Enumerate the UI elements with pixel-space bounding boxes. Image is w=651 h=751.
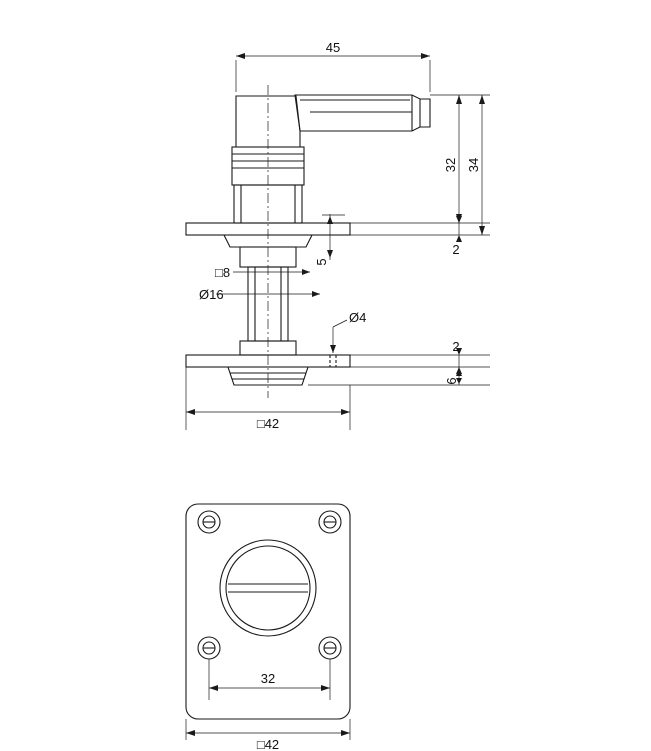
dim-text-2-top: 2 <box>452 242 460 257</box>
arrow-sq8 <box>302 269 310 275</box>
arrow-45-left <box>236 53 245 59</box>
arrow-front-42-left <box>186 730 195 736</box>
dim-text-square-42-side: □42 <box>256 416 280 431</box>
arrow-2-top-b <box>456 235 462 242</box>
front-view <box>186 504 350 740</box>
arrow-front-42-right <box>341 730 350 736</box>
arrow-34-bottom <box>479 226 485 235</box>
dim-text-2-bottom: 2 <box>452 339 460 354</box>
arrow-42-side-right <box>341 409 350 415</box>
dim-text-32-height: 32 <box>443 157 458 173</box>
screw-hole-top-left <box>198 511 220 533</box>
dim-text-square-42-front: □42 <box>256 737 280 751</box>
leader-d4-tick <box>333 320 347 327</box>
dim-text-45: 45 <box>325 40 341 55</box>
screw-hole-top-right <box>319 511 341 533</box>
screw-hole-bottom-right <box>319 637 341 659</box>
arrow-front-32-right <box>321 685 330 691</box>
dim-text-5: 5 <box>314 258 329 266</box>
arrow-front-32-left <box>209 685 218 691</box>
arrow-2-top-a <box>456 216 462 223</box>
dim-text-square-8: □8 <box>215 265 231 280</box>
arrow-d16 <box>312 291 320 297</box>
arrow-34-top <box>479 95 485 104</box>
dim-text-6: 6 <box>444 377 459 385</box>
dim-text-dia-16: Ø16 <box>199 287 224 302</box>
screw-hole-bottom-left <box>198 637 220 659</box>
arrow-45-right <box>421 53 430 59</box>
side-elevation-view <box>186 53 490 430</box>
dim-text-dia-4: Ø4 <box>349 310 367 325</box>
dim-text-32-front: 32 <box>260 671 276 686</box>
rose-ring-inner <box>226 546 310 630</box>
arrow-32-top <box>456 95 462 104</box>
arrow-42-side-left <box>186 409 195 415</box>
dim-text-34: 34 <box>466 157 481 173</box>
arrow-d4 <box>330 345 336 353</box>
arrow-5-bottom <box>327 250 333 258</box>
rose-ring-outer <box>220 540 316 636</box>
arrow-5-top <box>327 216 333 224</box>
